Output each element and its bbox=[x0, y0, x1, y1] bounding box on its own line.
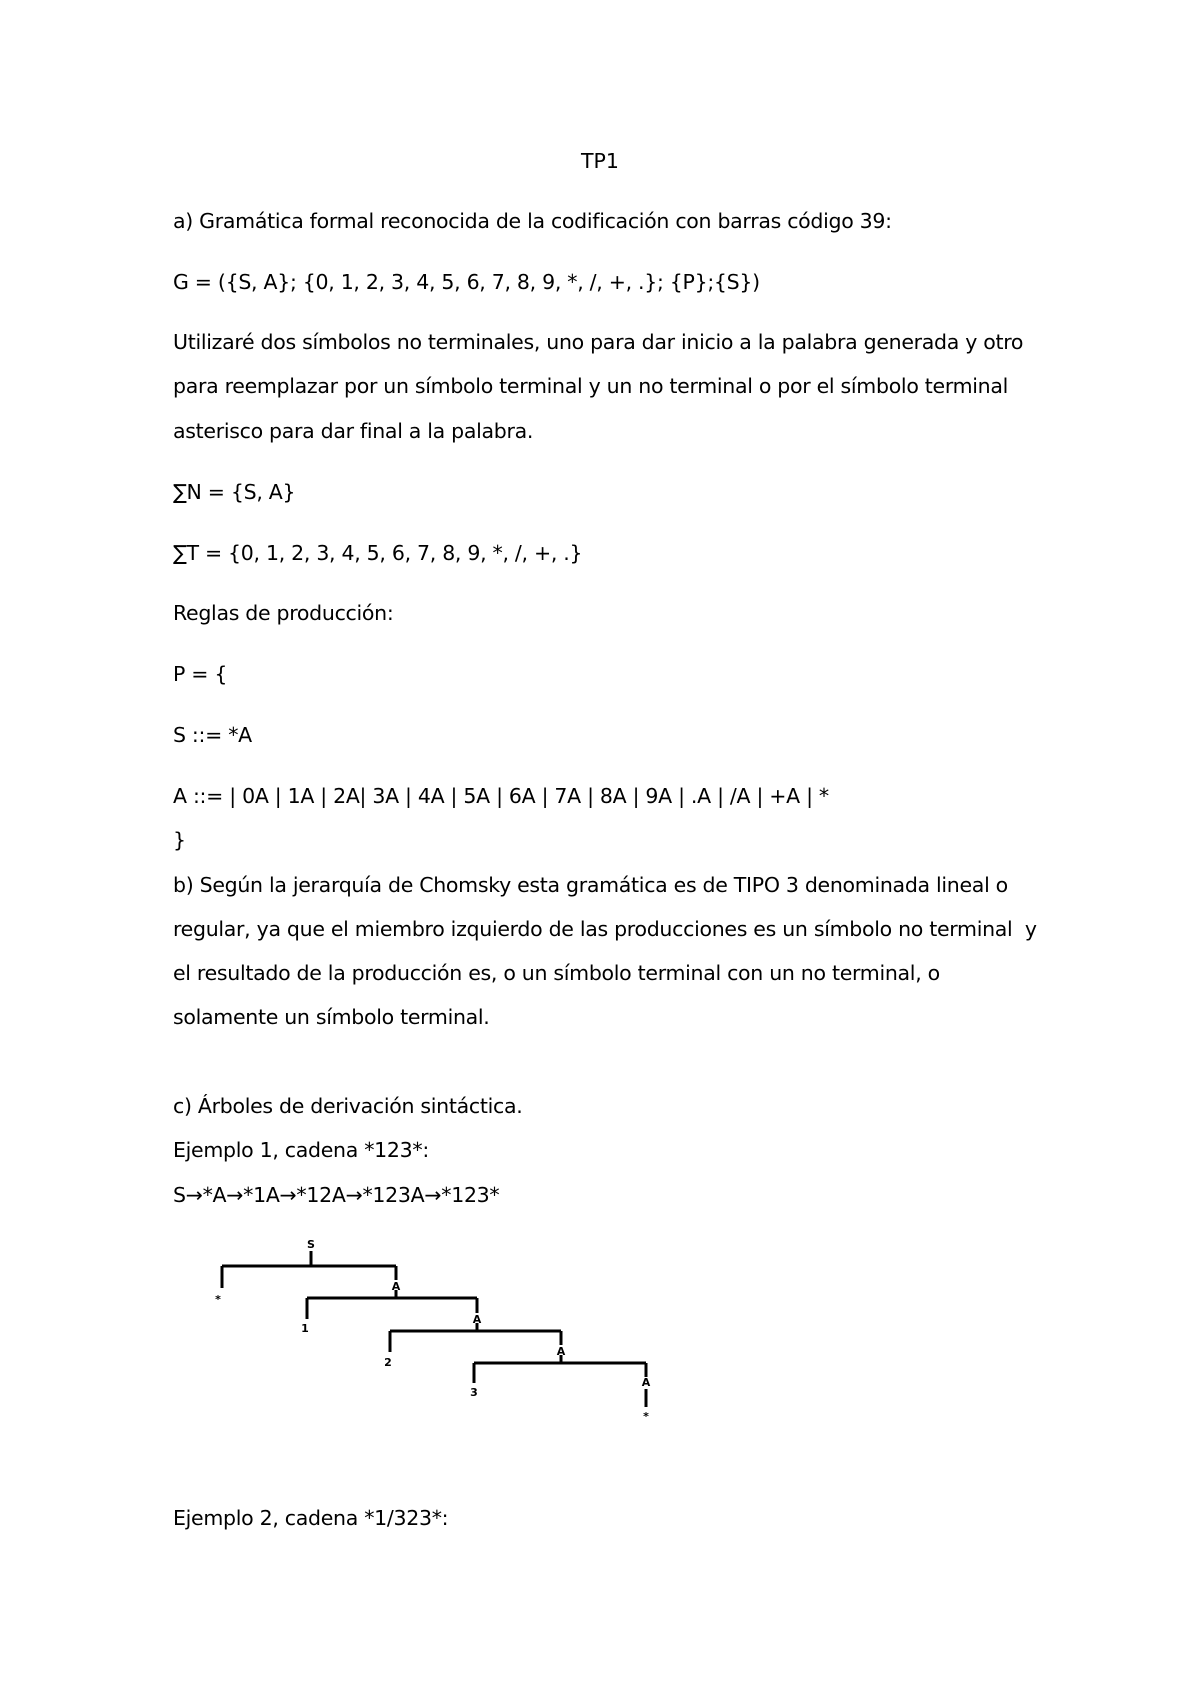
tree-node-a: A bbox=[391, 1280, 401, 1293]
rule-a: A ::= | 0A | 1A | 2A| 3A | 4A | 5A | 6A | 7A | 8A | 9A | .A | /A | +A | * bbox=[173, 784, 829, 808]
section-b-line-1: b) Según la jerarquía de Chomsky esta gramática es de TIPO 3 denominada lineal o bbox=[173, 873, 1008, 897]
section-a-heading: a) Gramática formal reconocida de la codificación con barras código 39: bbox=[173, 209, 892, 233]
section-b-line-2: regular, ya que el miembro izquierdo de las producciones es un símbolo no terminal y bbox=[173, 917, 1037, 941]
section-b-line-4: solamente un símbolo terminal. bbox=[173, 1005, 490, 1029]
tree-node-a: A bbox=[472, 1313, 482, 1326]
terminal-set: ∑T = {0, 1, 2, 3, 4, 5, 6, 7, 8, 9, *, /, +, .} bbox=[173, 541, 583, 565]
section-b-line-3: el resultado de la producción es, o un símbolo terminal con un no terminal, o bbox=[173, 961, 940, 985]
explanation-line-2: para reemplazar por un símbolo terminal y un no terminal o por el símbolo terminal bbox=[173, 374, 1009, 398]
grammar-definition: G = ({S, A}; {0, 1, 2, 3, 4, 5, 6, 7, 8, 9, *, /, +, .}; {P};{S}) bbox=[173, 270, 760, 294]
productions-open: P = { bbox=[173, 662, 228, 686]
section-c-heading: c) Árboles de derivación sintáctica. bbox=[173, 1094, 523, 1118]
tree-leaf: * bbox=[215, 1293, 221, 1306]
nonterminal-set: ∑N = {S, A} bbox=[173, 480, 296, 504]
tree-node-root: S bbox=[307, 1238, 315, 1251]
example-1-heading: Ejemplo 1, cadena *123*: bbox=[173, 1138, 429, 1162]
productions-close: } bbox=[173, 828, 186, 852]
tree-node-a: A bbox=[556, 1345, 566, 1358]
rule-s: S ::= *A bbox=[173, 723, 252, 747]
page-title: TP1 bbox=[581, 149, 619, 173]
example-2-heading: Ejemplo 2, cadena *1/323*: bbox=[173, 1506, 449, 1530]
rules-heading: Reglas de producción: bbox=[173, 601, 394, 625]
tree-leaf: 1 bbox=[301, 1322, 309, 1335]
tree-leaf: * bbox=[643, 1410, 649, 1423]
tree-leaf: 2 bbox=[384, 1356, 392, 1369]
explanation-line-3: asterisco para dar final a la palabra. bbox=[173, 419, 534, 443]
tree-edges bbox=[222, 1251, 646, 1407]
tree-node-a: A bbox=[641, 1376, 651, 1389]
tree-leaf: 3 bbox=[470, 1386, 478, 1399]
explanation-line-1: Utilizaré dos símbolos no terminales, uno para dar inicio a la palabra generada y otro bbox=[173, 330, 1024, 354]
example-1-derivation: S→*A→*1A→*12A→*123A→*123* bbox=[173, 1183, 500, 1207]
